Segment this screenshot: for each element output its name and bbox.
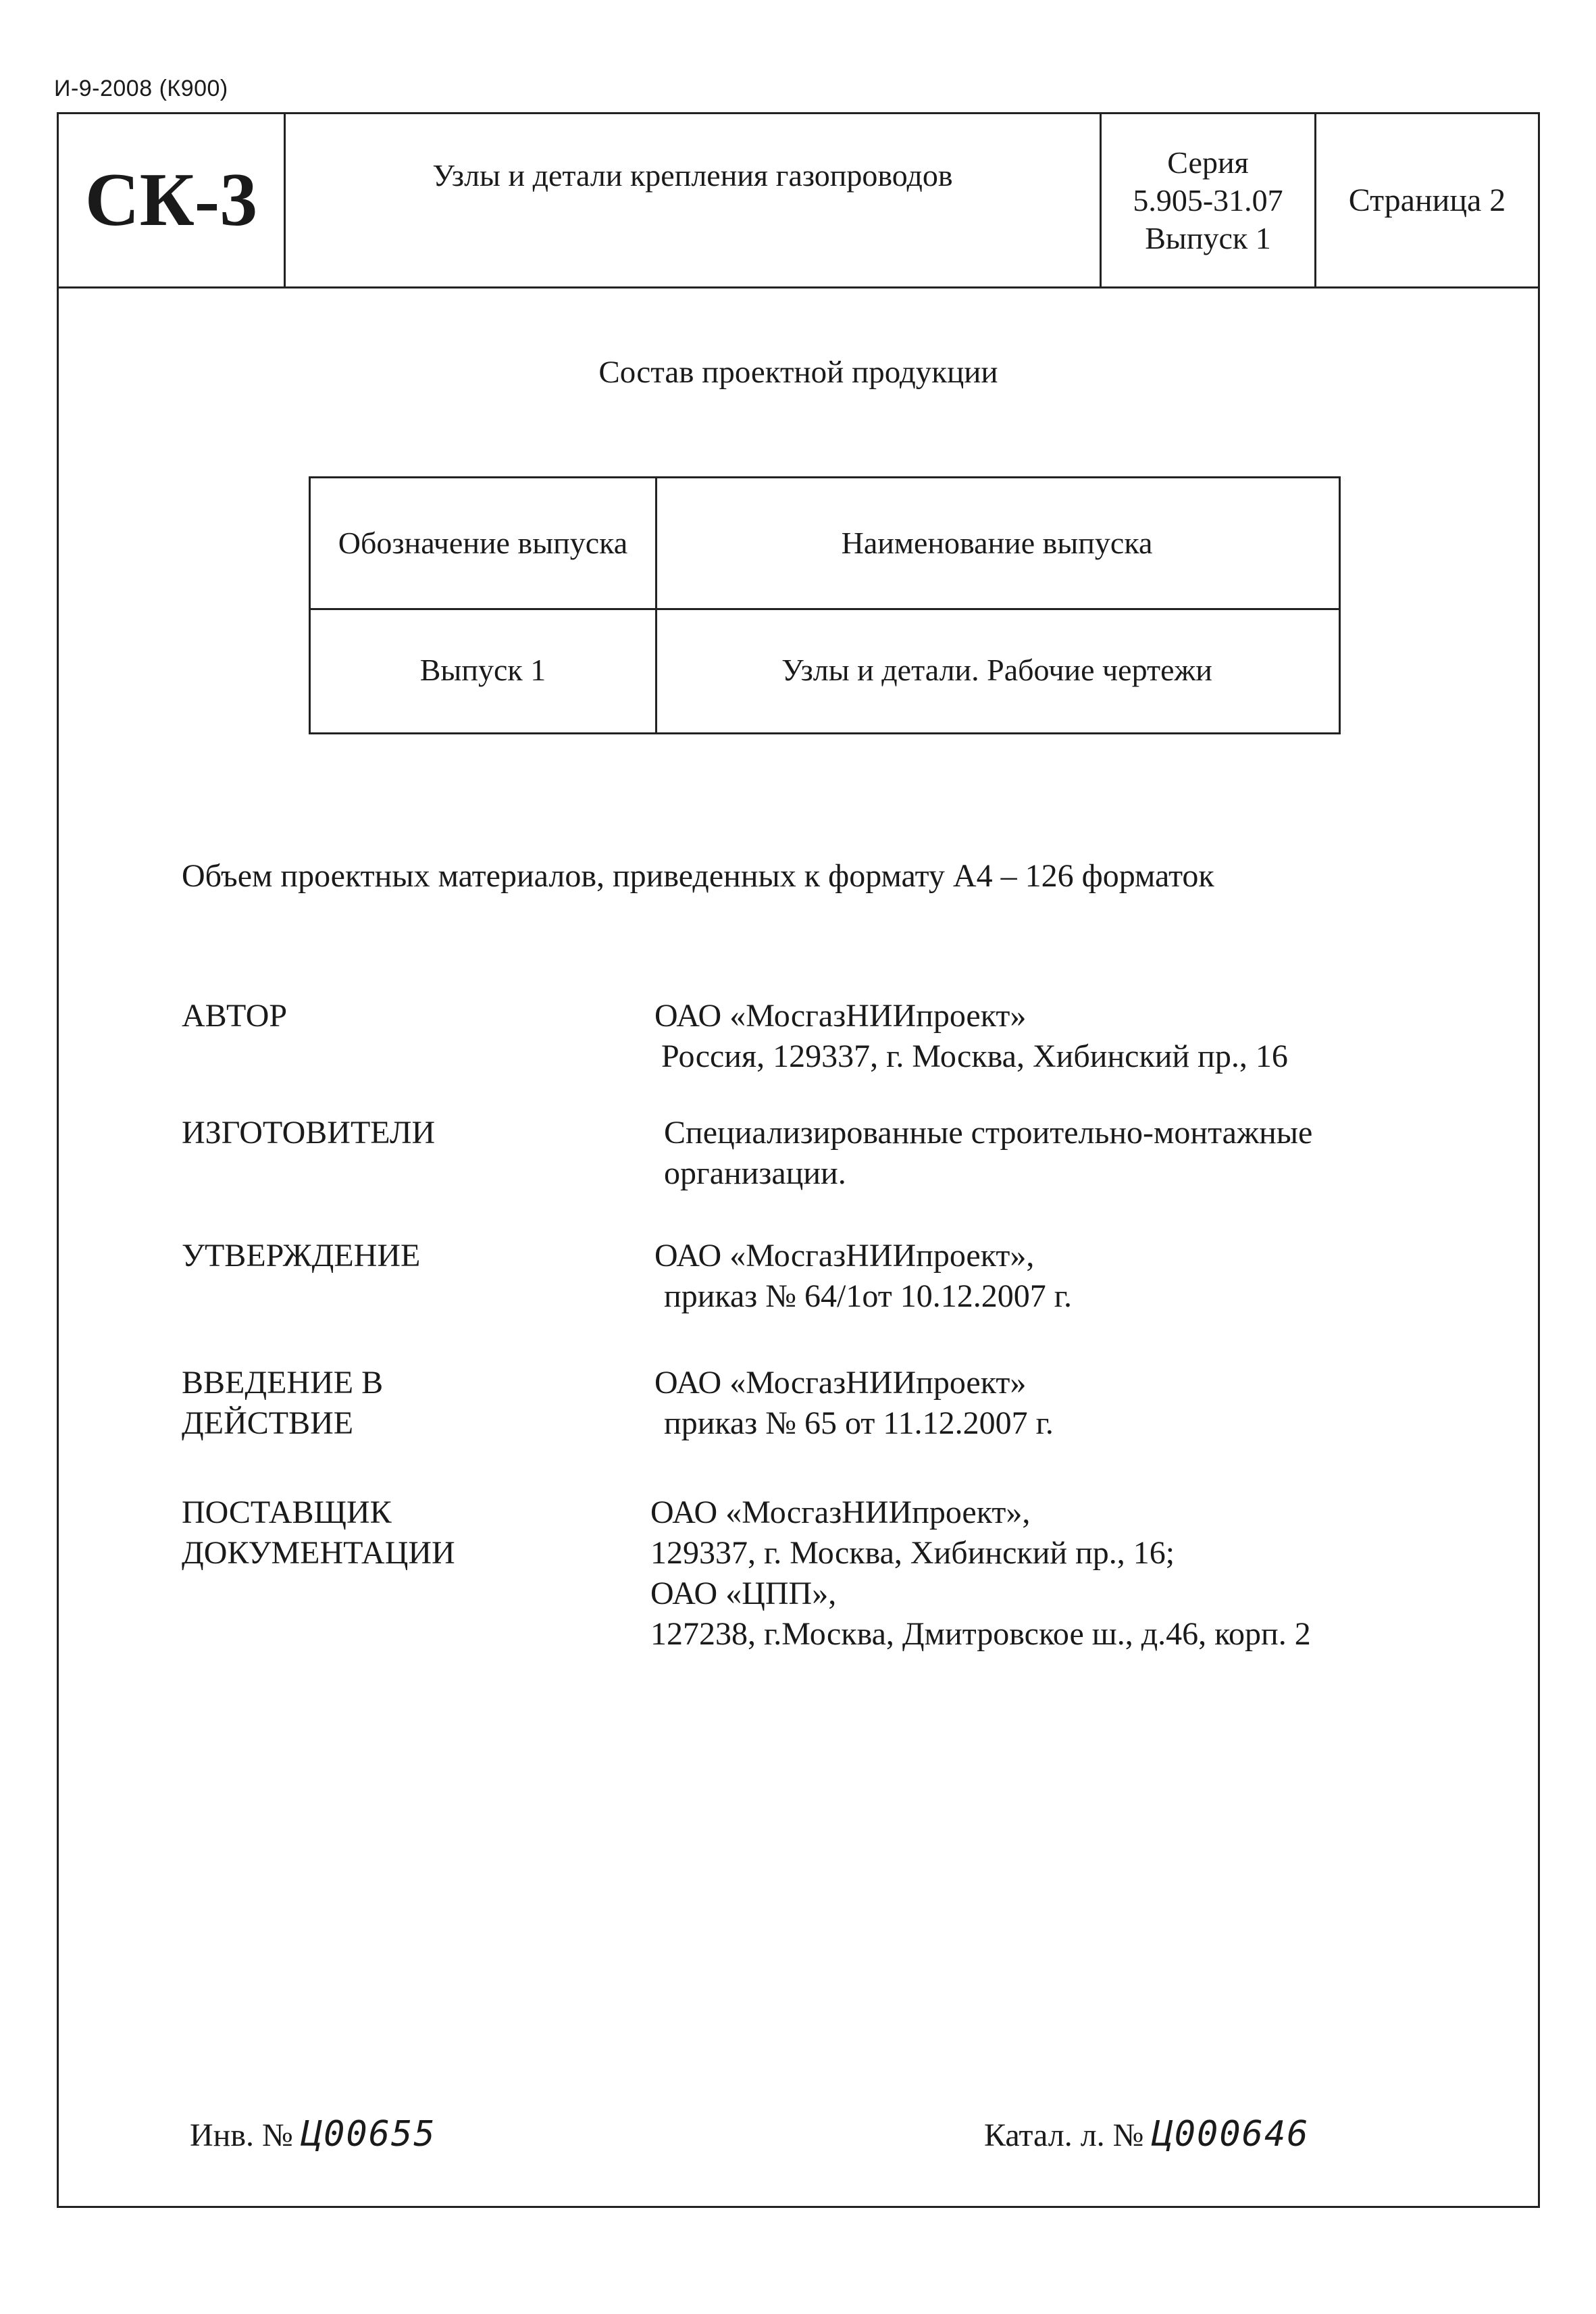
release-table — [309, 476, 1341, 734]
series-number: 5.905-31.07 — [1133, 182, 1283, 218]
title-block-series — [1102, 114, 1316, 286]
table-cell-designation: Выпуск 1 — [419, 653, 546, 687]
document-code: И-9-2008 (К900) — [54, 76, 228, 101]
approval-value — [654, 1236, 1072, 1317]
catalog-label: Катал. л. № — [984, 2117, 1144, 2153]
manufacturers-value — [664, 1113, 1312, 1194]
enactment-label-line2: ДЕЙСТВИЕ — [182, 1405, 354, 1441]
manufacturers-line1: Специализированные строительно-монтажные — [664, 1115, 1313, 1151]
title-block-code: СК-3 — [59, 114, 286, 286]
approval-org: ОАО «МосгазНИИпроект», — [654, 1238, 1035, 1274]
author-address: Россия, 129337, г. Москва, Хибинский пр., 16 — [661, 1038, 1288, 1074]
release-label: Выпуск 1 — [1145, 220, 1271, 255]
supplier-value — [650, 1492, 1311, 1655]
title-block — [59, 114, 1538, 288]
approval-order: приказ № 64/1от 10.12.2007 г. — [664, 1278, 1072, 1314]
manufacturers-line2: организации. — [664, 1155, 846, 1191]
enactment-label-line1: ВВЕДЕНИЕ В — [182, 1365, 384, 1401]
volume-statement: Объем проектных материалов, приведенных к формату А4 – 126 форматок — [182, 858, 1214, 894]
page-frame — [57, 112, 1540, 2208]
catalog-number — [984, 2114, 1310, 2155]
enactment-label — [182, 1363, 383, 1444]
title-block-title: Узлы и детали крепления газопроводов — [286, 114, 1102, 286]
inventory-value: Ц00655 — [301, 2114, 436, 2155]
inventory-number — [190, 2114, 436, 2155]
table-header-designation: Обозначение выпуска — [338, 526, 628, 560]
author-value — [654, 996, 1288, 1077]
author-label: АВТОР — [182, 998, 288, 1034]
supplier-label-line2: ДОКУМЕНТАЦИИ — [182, 1535, 455, 1571]
author-org: ОАО «МосгазНИИпроект» — [654, 998, 1027, 1034]
table-header-name: Наименование выпуска — [841, 526, 1153, 560]
approval-label: УТВЕРЖДЕНИЕ — [182, 1238, 421, 1274]
supplier-label-line1: ПОСТАВЩИК — [182, 1494, 392, 1530]
manufacturers-label: ИЗГОТОВИТЕЛИ — [182, 1115, 436, 1151]
supplier-label — [182, 1492, 455, 1574]
supplier-org1: ОАО «МосгазНИИпроект», — [650, 1494, 1031, 1530]
supplier-org2: ОАО «ЦПП», — [650, 1576, 837, 1611]
section-heading: Состав проектной продукции — [598, 355, 998, 390]
enactment-order: приказ № 65 от 11.12.2007 г. — [664, 1405, 1054, 1441]
supplier-address2: 127238, г.Москва, Дмитровское ш., д.46, корп. 2 — [650, 1616, 1311, 1652]
series-label: Серия — [1167, 145, 1249, 180]
inventory-label: Инв. № — [190, 2117, 293, 2153]
page-number: Страница 2 — [1348, 182, 1506, 218]
enactment-value — [654, 1363, 1054, 1444]
enactment-org: ОАО «МосгазНИИпроект» — [654, 1365, 1027, 1401]
catalog-value: Ц000646 — [1152, 2114, 1310, 2155]
supplier-address1: 129337, г. Москва, Хибинский пр., 16; — [650, 1535, 1175, 1571]
table-cell-name: Узлы и детали. Рабочие чертежи — [781, 653, 1212, 687]
